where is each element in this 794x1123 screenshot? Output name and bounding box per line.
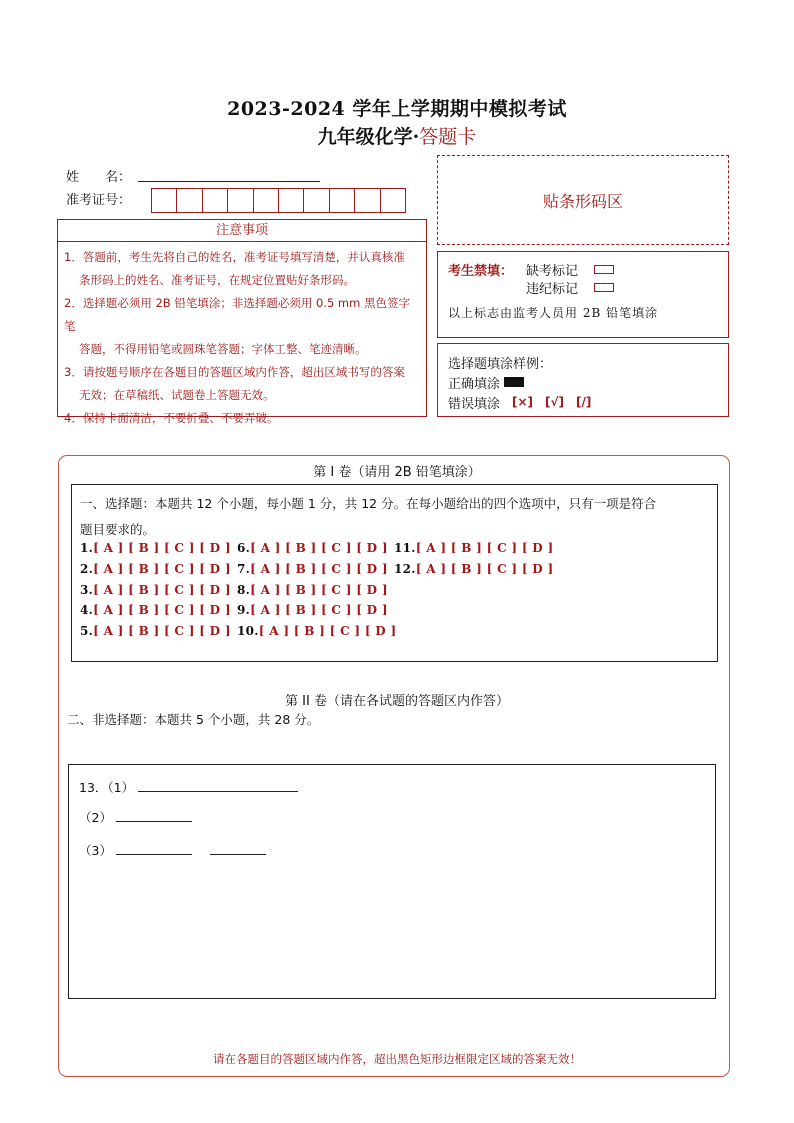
notice-item: 3．请按题号顺序在各题目的答题区域内作答，超出区域书写的答案 无效；在草稿纸、试题卷上答题无效。 [64, 365, 405, 402]
violation-mark-label: 违纪标记 [526, 281, 579, 297]
exam-id-digit-box[interactable] [253, 188, 279, 213]
exam-id-digit-box[interactable] [278, 188, 304, 213]
mc-question[interactable]: 11.[ A ] [ B ] [ C ] [ D ] [394, 541, 554, 555]
forbid-label: 考生禁填： [448, 263, 514, 279]
answer-card-label: 答题卡 [419, 126, 477, 148]
exam-id-digit-box[interactable] [151, 188, 177, 213]
notice-list [57, 242, 427, 425]
exam-id-digit-box[interactable] [303, 188, 329, 213]
mc-question[interactable]: 7.[ A ] [ B ] [ C ] [ D ] [237, 562, 388, 576]
wrong-mark-example: [/] [576, 395, 592, 409]
q13-part2: （2） [79, 808, 192, 826]
name-field[interactable] [138, 181, 320, 182]
exam-id-digit-box[interactable] [380, 188, 406, 213]
filled-mark-example [504, 377, 524, 387]
exam-id-label: 准考证号： [66, 193, 132, 208]
absent-mark-label: 缺考标记 [526, 263, 579, 279]
notice-item: 2．选择题必须用 2B 铅笔填涂；非选择题必须用 0.5 mm 黑色签字笔 答题，不得用铅笔或圆珠笔答题；字体工整、笔迹清晰。 [64, 296, 410, 356]
exam-id-digit-box[interactable] [227, 188, 253, 213]
exam-id-digit-box[interactable] [202, 188, 228, 213]
multiple-choice-box [71, 484, 718, 662]
subject-label: 九年级化学· [317, 126, 420, 148]
mc-intro-line2: 题目要求的。 [80, 522, 156, 537]
violation-mark-box[interactable] [594, 283, 614, 292]
boundary-warning: 请在各题目的答题区域内作答，超出黑色矩形边框限定区域的答案无效！ [213, 1052, 581, 1066]
mc-question[interactable]: 9.[ A ] [ B ] [ C ] [ D ] [237, 603, 388, 617]
name-label: 姓 名： [66, 170, 132, 185]
barcode-label: 贴条形码区 [542, 191, 623, 211]
mc-question[interactable]: 10.[ A ] [ B ] [ C ] [ D ] [237, 624, 397, 638]
notice-item: 4．保持卡面清洁，不要折叠、不要弄破。 [64, 411, 279, 425]
correct-fill-label: 正确填涂 [448, 376, 501, 392]
wrong-mark-example: [√] [545, 395, 565, 409]
mc-question[interactable]: 8.[ A ] [ B ] [ C ] [ D ] [237, 583, 388, 597]
mc-question[interactable]: 1.[ A ] [ B ] [ C ] [ D ] [80, 541, 231, 555]
wrong-fill-label: 错误填涂 [448, 396, 501, 412]
answer-blank[interactable] [210, 843, 266, 855]
proctor-marks-box [437, 251, 729, 338]
part1-title: 第 I 卷（请用 2B 铅笔填涂） [313, 465, 481, 480]
mc-question[interactable]: 6.[ A ] [ B ] [ C ] [ D ] [237, 541, 388, 555]
part2-intro: 二、非选择题：本题共 5 个小题，共 28 分。 [67, 712, 320, 727]
exam-title: 2023-2024 学年上学期期中模拟考试 [227, 98, 567, 120]
mc-intro-line1: 一、选择题：本题共 12 个小题，每小题 1 分，共 12 分。在每小题给出的四个选项中，只有一项是符合 [80, 496, 657, 511]
wrong-mark-example: [×] [512, 395, 534, 409]
exam-id-boxes[interactable] [151, 188, 406, 213]
fill-sample-box [437, 343, 729, 417]
part2-title: 第 II 卷（请在各试题的答题区内作答） [285, 694, 509, 709]
mc-question[interactable]: 5.[ A ] [ B ] [ C ] [ D ] [80, 624, 231, 638]
exam-subtitle [0, 122, 794, 149]
barcode-area [437, 155, 729, 245]
notice-item: 1．答题前，考生先将自己的姓名，准考证号填写清楚，并认真核准 条形码上的姓名、准考证号，在规定位置贴好条形码。 [64, 250, 405, 287]
notice-heading: 注意事项 [57, 219, 427, 242]
answer-blank[interactable] [116, 810, 192, 822]
q13-part1: 13．（1） [79, 778, 298, 796]
mc-question[interactable]: 3.[ A ] [ B ] [ C ] [ D ] [80, 583, 231, 597]
mc-question[interactable]: 2.[ A ] [ B ] [ C ] [ D ] [80, 562, 231, 576]
exam-id-digit-box[interactable] [176, 188, 202, 213]
mc-question[interactable]: 4.[ A ] [ B ] [ C ] [ D ] [80, 603, 231, 617]
sample-title: 选择题填涂样例： [448, 356, 553, 372]
answer-box-q13[interactable] [68, 764, 716, 999]
exam-id-digit-box[interactable] [354, 188, 380, 213]
answer-blank[interactable] [138, 780, 298, 792]
mc-question[interactable]: 12.[ A ] [ B ] [ C ] [ D ] [394, 562, 554, 576]
answer-blank[interactable] [116, 843, 192, 855]
absent-mark-box[interactable] [594, 265, 614, 274]
forbid-note: 以上标志由监考人员用 2B 铅笔填涂 [448, 306, 659, 320]
q13-part3: （3） [79, 841, 266, 859]
exam-id-digit-box[interactable] [329, 188, 355, 213]
